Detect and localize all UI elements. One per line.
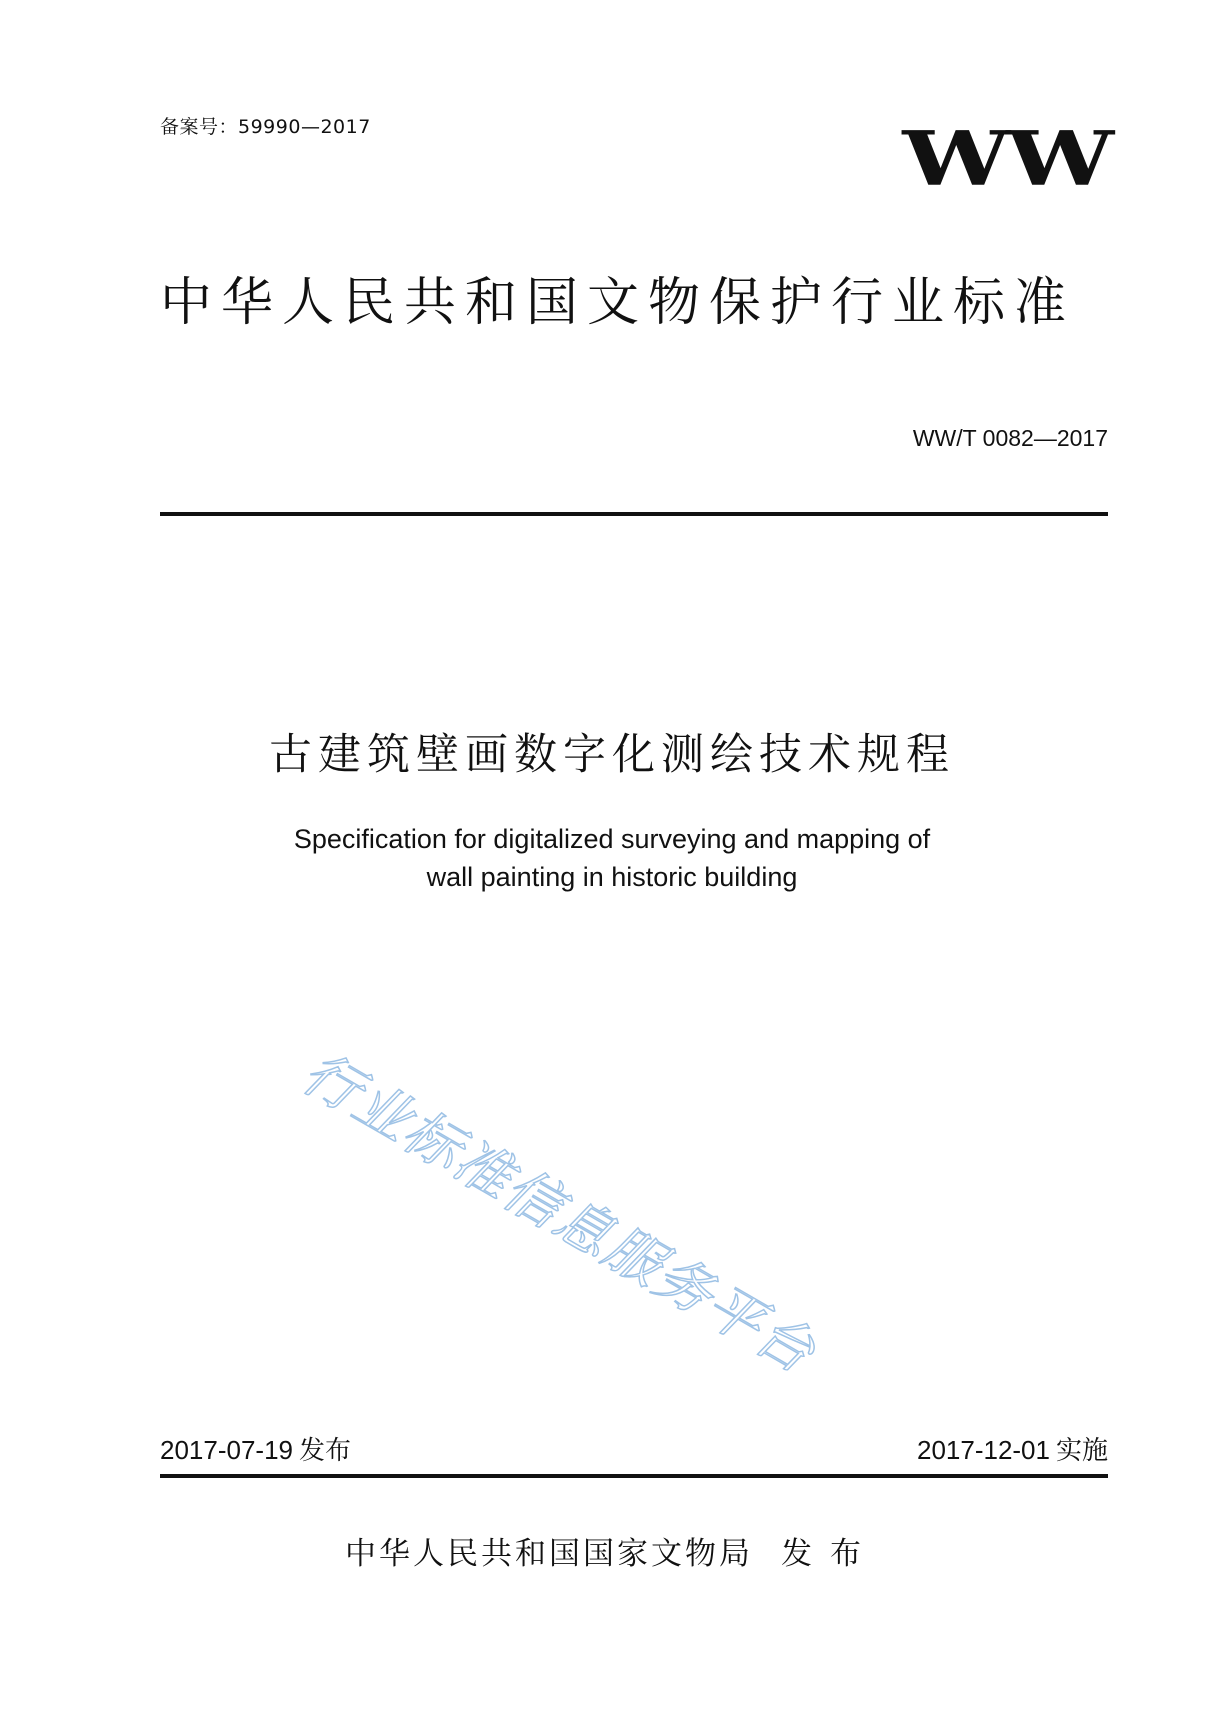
publisher-action: 发布 <box>781 1536 879 1572</box>
standard-logo: WW <box>902 114 1110 204</box>
publisher-line <box>0 1528 1224 1573</box>
issue-date-label: 发布 <box>299 1436 352 1466</box>
standard-category-heading: 中华人民共和国文物保护行业标准 <box>160 273 1076 333</box>
top-divider <box>160 512 1108 516</box>
english-title-line-2: wall painting in historic building <box>426 862 798 892</box>
bottom-divider <box>160 1474 1108 1478</box>
implementation-date-value: 2017-12-01 <box>916 1435 1050 1465</box>
document-title-english <box>0 820 1224 896</box>
record-number: 备案号：59990—2017 <box>160 116 371 138</box>
issue-date <box>160 1430 351 1467</box>
watermark <box>291 1030 1030 1387</box>
document-title-chinese: 古建筑壁画数字化测绘技术规程 <box>269 730 955 780</box>
implementation-date <box>700 1430 1108 1467</box>
standard-code: WW/T 0082—2017 <box>912 425 1108 451</box>
watermark-text: 行业标准信息服务平台 <box>291 1040 827 1387</box>
issue-date-value: 2017-07-19 <box>160 1435 293 1465</box>
implementation-date-label: 实施 <box>1055 1436 1108 1466</box>
publisher-name: 中华人民共和国国家文物局 <box>345 1536 753 1572</box>
english-title-line-1: Specification for digitalized surveying and mapping of <box>293 824 931 854</box>
